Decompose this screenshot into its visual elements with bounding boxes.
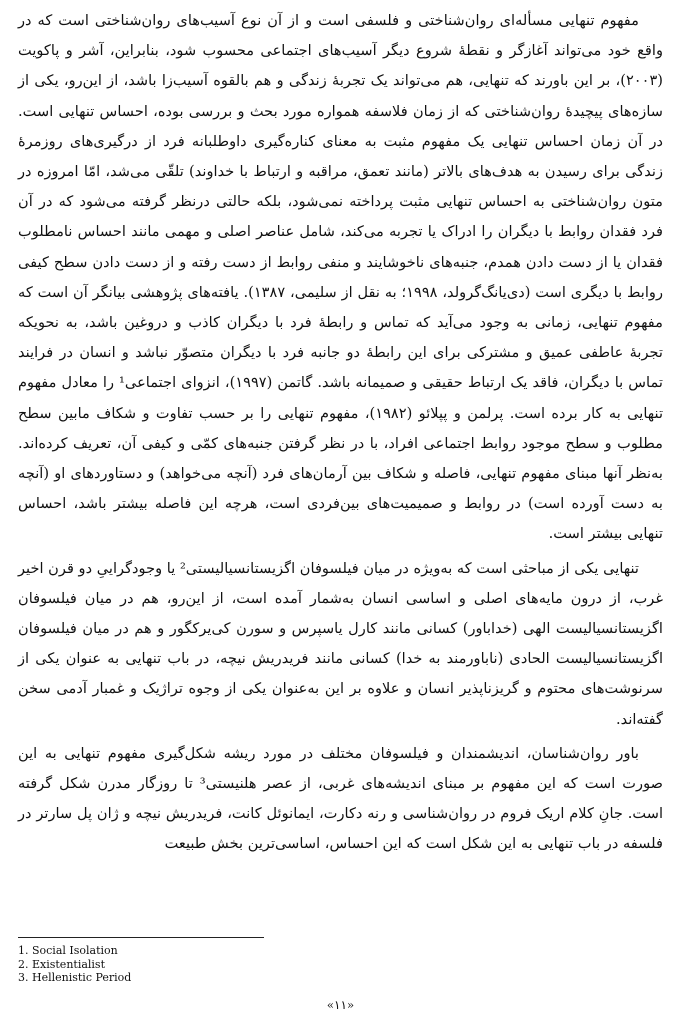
paragraph-existentialism: تنهایی یکی از مباحثی است که به‌ویژه در میان فیلسوفان اگزیستانسیالیستی² یا وجودگراییِ دو قرن اخیر غرب، از درون مایه‌های اصلی و اساسی انسان به‌شمار آمده است، از این‌رو، هم در میان فیلسوفان اگزیستانسیالیست الهی (خداباور) کسانی مانند کارل یاسپرس و سورن کی‌یرکگور و هم در میان فیلسوفان اگزیستانسیالیست الحادی (ناباورمند به خدا) کسانی مانند فریدریش نیچه، در باب تنهایی به عنوان یکی از سرنوشت‌های محتوم و گریزناپذیر انسان و علاوه بر این به‌عنوان یکی از وجوه تراژیک و غمبار آدمی سخن گفته‌اند. <box>18 559 663 728</box>
footnote-1: 1. Social Isolation <box>18 944 118 957</box>
page-number: «۱۱» <box>326 998 355 1012</box>
footnotes <box>18 944 131 985</box>
paragraph-loneliness-definition: مفهوم تنهایی مسأله‌ای روان‌شناختی و فلسفی است و از آن نوع آسیب‌های روان‌شناختی است که در واقع خود می‌تواند آغازگر و نقطهٔ شروع دیگر آسیب‌های اجتماعی محسوب شود، بنابراین، آشر و پاکویت (۲۰۰۳)، بر این باورند که تنهایی، هم می‌تواند یک تجربهٔ زندگی و هم بالقوه آسیب‌زا باشد، از این‌رو، یکی از سازه‌های پیچیدهٔ روان‌شناختی که از زمان فلاسفه همواره مورد بحث و بررسی بوده، احساس تنهایی است. در آن زمان احساس تنهایی یک مفهوم مثبت به معنای کناره‌گیری داوطلبانه فرد از درگیری‌های روزمرهٔ زندگی برای رسیدن به هدف‌های بالاتر (مانند تعمق، مراقبه و ارتباط با خداوند) تلقّی می‌شد، امّا امروزه در متون روان‌شناختی به احساس تنهایی مثبت پرداخته نمی‌شود، بلکه حالتی درنظر گرفته می‌شود که در آن فرد فقدان روابط با دیگران را ادراک یا تجربه می‌کند، شامل عناصر اصلی و مهمی مانند احساس نامطلوب فقدان یا از دست دادن همدم، جنبه‌های ناخوشایند و منفی روابط از دست رفته و از دست دادن سطح کیفی روابط با دیگری است (دی‌یانگ‌گرولد، ۱۹۹۸؛ به نقل از سلیمی، ۱۳۸۷). یافته‌های پژوهشی بیانگر آن است که مفهوم تنهایی، زمانی به وجود می‌آید که تماس و رابطهٔ فرد با دیگران کاذب و دروغین باشد، به نحویکه تجربهٔ عاطفی عمیق و مشترکی برای این رابطهٔ دو جانبه فرد با دیگران متصوّر نباشد و انسان در فرایند تماس با دیگران، فاقد یک ارتباط حقیقی و صمیمانه باشد. گاتمن (۱۹۹۷)، انزوای اجتماعی¹ را معادل مفهوم تنهایی به کار برده است. پرلمن و پپلائو (۱۹۸۲)، مفهوم تنهایی را بر حسب تفاوت و شکاف مابین سطح مطلوب و سطح موجود روابط اجتماعی افراد، با در نظر گرفتن جنبه‌های کمّی و کیفی آن، تعریف کرده‌اند. به‌نظر آنها مبنای مفهوم تنهایی، فاصله و شکاف بین آرمان‌های فرد (آنچه می‌خواهد) و دستاوردهای او (آنچه به دست آورده است) در روابط و صمیمیت‌های بین‌فردی است، هرچه این فاصله بیشتر باشد، احساس تنهایی بیشتر است. <box>18 12 664 543</box>
footnote-2: 2. Existentialist <box>18 957 106 971</box>
footnote-divider <box>18 937 264 938</box>
paragraph-western-roots: باور روان‌شناسان، اندیشمندان و فیلسوفان مختلف در مورد ریشه شکل‌گیری مفهوم تنهایی به این صورت است که این مفهوم بر مبنای اندیشه‌های غربی، از عصر هلنیستی³ تا روزگار مدرن شکل گرفته است. جانِ کلام اریک فروم در روان‌شناسی و رنه دکارت، ایمانوئل کانت، فریدریش نیچه و ژان پل سارتر در فلسفه در باب تنهایی به این شکل است که این احساس، اساسی‌ترین بخش طبیعت <box>18 744 663 853</box>
body-text <box>18 6 663 864</box>
footnote-3: 3. Hellenistic Period <box>18 971 132 985</box>
